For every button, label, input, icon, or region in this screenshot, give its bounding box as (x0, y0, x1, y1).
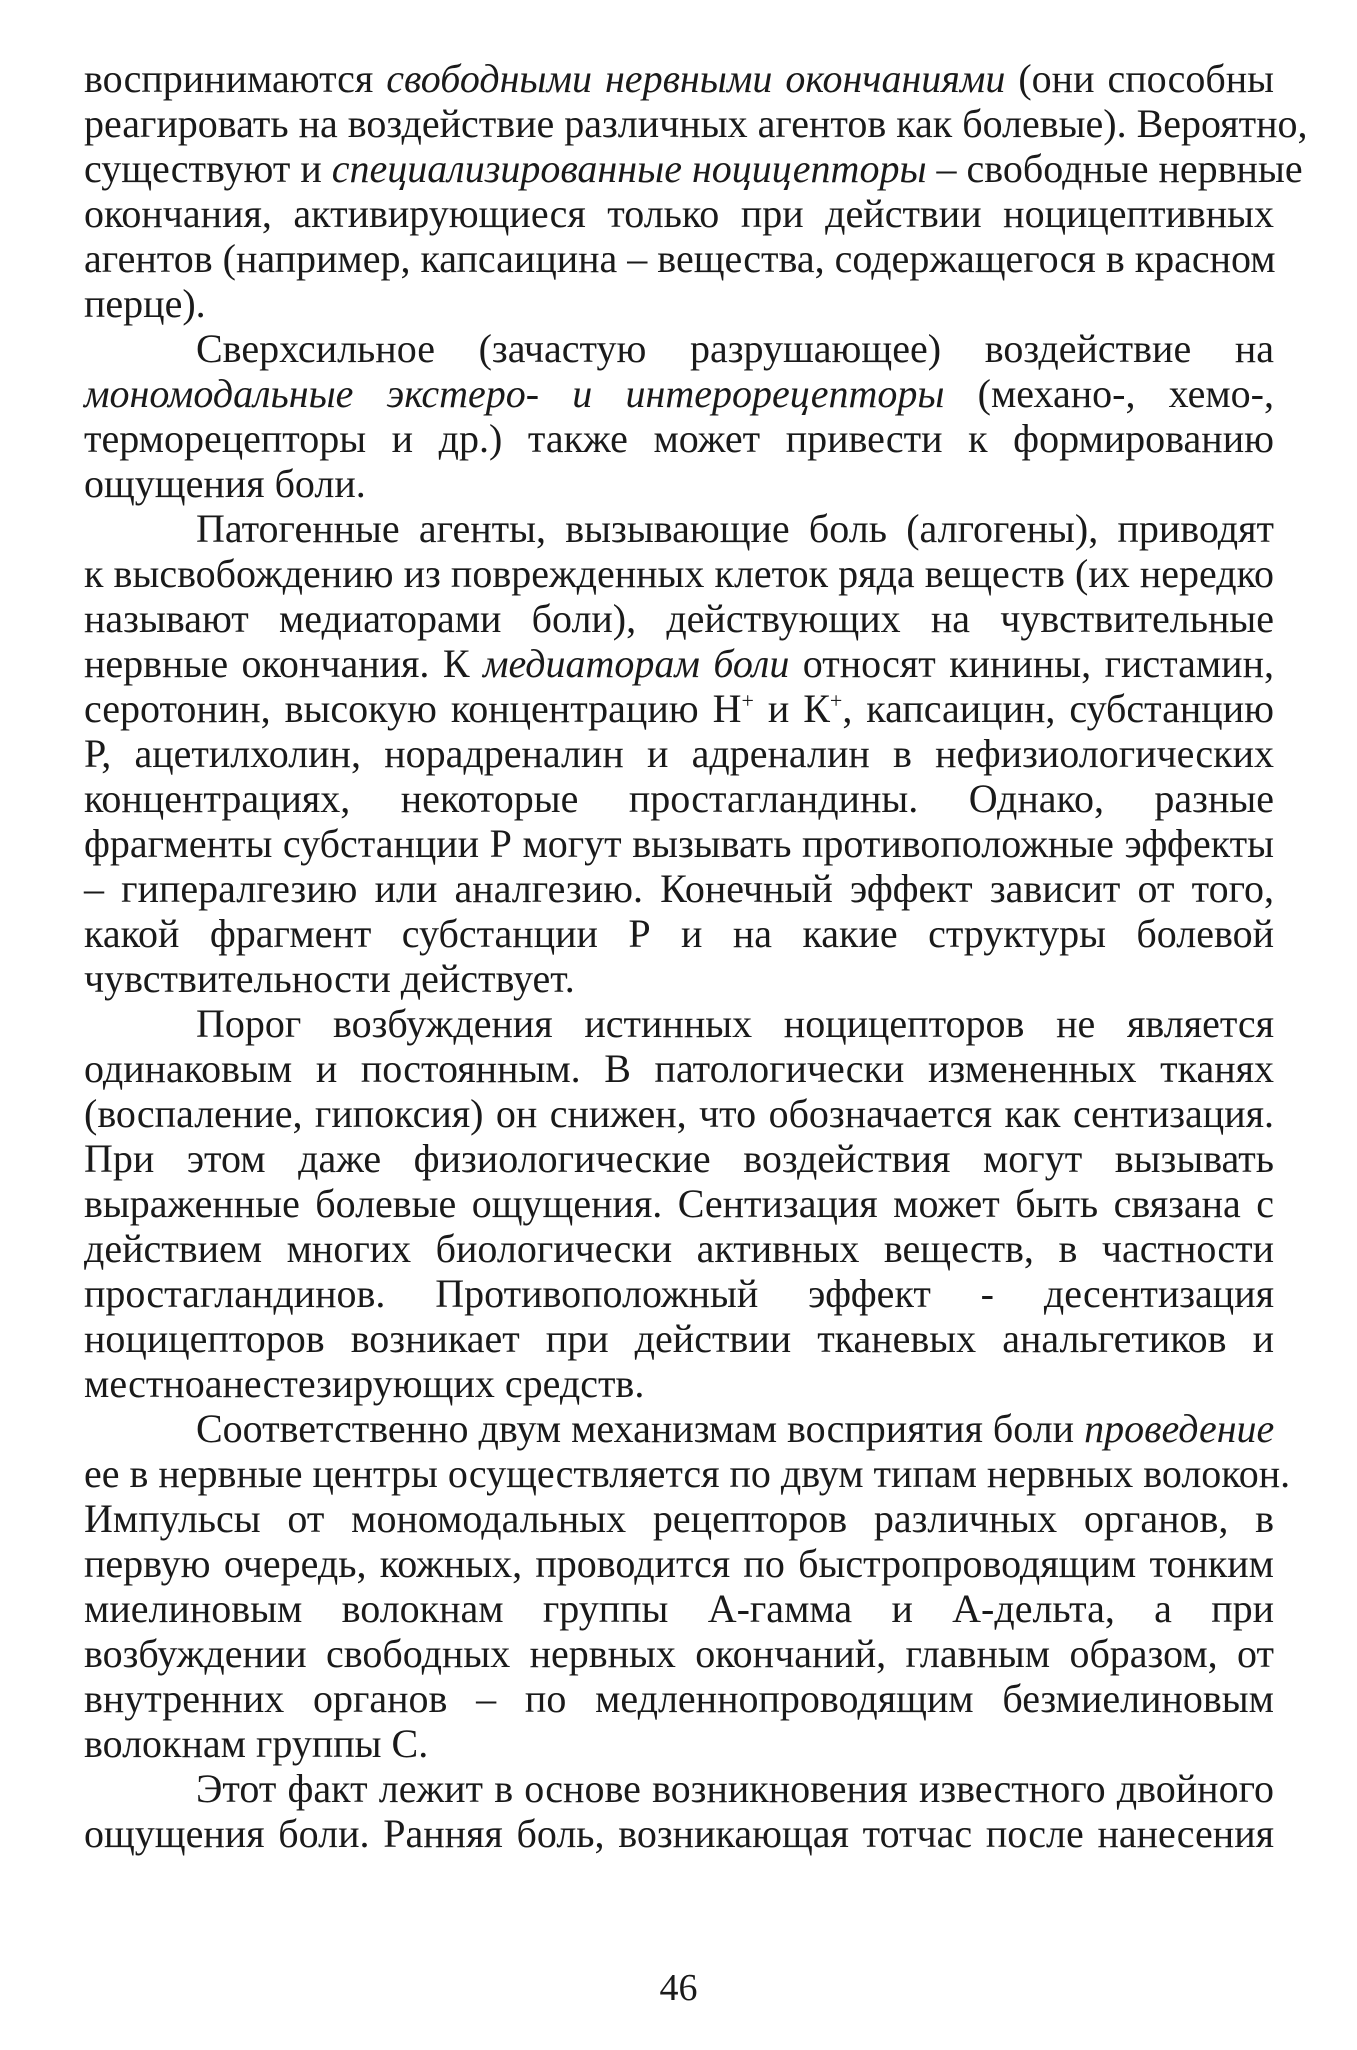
text-run: – свободные нервные (926, 146, 1303, 191)
text-run: чувствительности действует. (84, 956, 575, 1001)
page-body (84, 56, 1308, 1856)
text-run: Порог возбуждения истинных ноцицепторов не является (196, 1001, 1274, 1046)
text-line (84, 1541, 1274, 1586)
text-run: нервные окончания. К (84, 641, 483, 686)
text-line (84, 146, 1303, 191)
paragraph (84, 1406, 1291, 1766)
text-run: фрагменты субстанции Р могут вызывать противоположные эффекты (84, 821, 1274, 866)
text-run: окончания, активирующиеся только при действии ноцицептивных (84, 191, 1274, 236)
text-line (84, 776, 1274, 821)
text-run: Этот факт лежит в основе возникновения известного двойного (196, 1766, 1274, 1811)
text-line (84, 956, 1274, 1001)
text-line (84, 1586, 1274, 1631)
text-line (84, 1811, 1274, 1856)
text-line (84, 1451, 1291, 1496)
text-line (84, 596, 1274, 641)
text-run: к высвобождению из поврежденных клеток ряда веществ (их нередко (84, 551, 1274, 596)
text-run: Импульсы от мономодальных рецепторов различных органов, в (84, 1496, 1274, 1541)
italic-term: медиаторам боли (482, 641, 790, 686)
text-run: (они способны (1005, 56, 1274, 101)
superscript: + (741, 688, 754, 713)
italic-term: специализированные ноцицепторы (331, 146, 927, 191)
paragraph (84, 56, 1308, 326)
text-line (84, 281, 1274, 326)
text-run: выраженные болевые ощущения. Сентизация может быть связана с (84, 1181, 1274, 1226)
paragraph (84, 1001, 1274, 1406)
text-line (84, 1406, 1274, 1451)
text-run: Сверхсильное (зачастую разрушающее) воздействие на (196, 326, 1274, 371)
text-run: серотонин, высокую концентрацию Н (84, 686, 742, 731)
text-run: агентов (например, капсаицина – вещества, содержащегося в красном (84, 236, 1276, 281)
text-run: реагировать на воздействие различных агентов как болевые). Вероятно, (84, 101, 1308, 146)
text-run: возбуждении свободных нервных окончаний, главным образом, от (84, 1631, 1274, 1676)
text-line (84, 56, 1274, 101)
text-line (84, 686, 1274, 731)
text-line (84, 1316, 1274, 1361)
text-run: действием многих биологически активных веществ, в частности (84, 1226, 1274, 1271)
text-run: называют медиаторами боли), действующих на чувствительные (84, 596, 1274, 641)
text-line (84, 371, 1274, 416)
italic-term: мономодальные экстеро- и интерорецепторы (84, 371, 945, 416)
text-line (84, 1496, 1274, 1541)
text-run: (воспаление, гипоксия) он снижен, что обозначается как сентизация. (84, 1091, 1274, 1136)
text-line (84, 911, 1274, 956)
text-run: Р, ацетилхолин, норадреналин и адреналин в нефизиологических (84, 731, 1274, 776)
text-run: (механо-, хемо-, (944, 371, 1275, 416)
text-run: волокнам группы С. (84, 1721, 429, 1766)
text-line (84, 551, 1274, 596)
text-line (84, 1226, 1274, 1271)
text-run: одинаковым и постоянным. В патологически измененных тканях (84, 1046, 1274, 1091)
text-run: Патогенные агенты, вызывающие боль (алгогены), приводят (196, 506, 1274, 551)
text-run: ощущения боли. (84, 461, 366, 506)
text-run: воспринимаются (84, 56, 387, 101)
text-line (84, 416, 1274, 461)
text-run: простагландинов. Противоположный эффект - десентизация (84, 1271, 1274, 1316)
text-run: , капсаицин, субстанцию (842, 686, 1274, 731)
paragraph (84, 326, 1274, 506)
italic-term: проведение (1084, 1406, 1275, 1451)
text-line (84, 236, 1274, 281)
text-line (84, 101, 1308, 146)
text-run: местноанестезирующих средств. (84, 1361, 645, 1406)
text-line (84, 1001, 1274, 1046)
paragraph (84, 1766, 1274, 1856)
text-run: относят кинины, гистамин, (789, 641, 1274, 686)
text-run: ощущения боли. Ранняя боль, возникающая тотчас после нанесения (84, 1811, 1274, 1856)
text-line (84, 1091, 1274, 1136)
text-line (84, 1631, 1274, 1676)
text-line (84, 1136, 1274, 1181)
text-line (84, 1361, 1274, 1406)
text-run: первую очередь, кожных, проводится по быстропроводящим тонким (84, 1541, 1274, 1586)
text-line (84, 1271, 1274, 1316)
text-line (84, 821, 1274, 866)
text-run: и К (753, 686, 830, 731)
text-line (84, 191, 1274, 236)
text-run: – гипералгезию или аналгезию. Конечный эффект зависит от того, (84, 866, 1274, 911)
text-line (84, 641, 1274, 686)
text-line (84, 1676, 1274, 1721)
text-line (84, 1766, 1274, 1811)
text-line (84, 731, 1274, 776)
superscript: + (829, 688, 843, 713)
paragraph (84, 506, 1274, 1001)
text-line (84, 1721, 1274, 1766)
text-run: внутренних органов – по медленнопроводящим безмиелиновым (84, 1676, 1274, 1721)
text-run: миелиновым волокнам группы А-гамма и А-дельта, а при (84, 1586, 1274, 1631)
text-run: ноцицепторов возникает при действии тканевых анальгетиков и (84, 1316, 1274, 1361)
text-run: какой фрагмент субстанции Р и на какие структуры болевой (84, 911, 1274, 956)
text-run: концентрациях, некоторые простагландины. Однако, разные (84, 776, 1274, 821)
text-run: перце). (84, 281, 206, 326)
text-run: ее в нервные центры осуществляется по двум типам нервных волокон. (84, 1451, 1291, 1496)
text-line (84, 1181, 1274, 1226)
page-number: 46 (659, 1967, 698, 2009)
text-line (84, 506, 1274, 551)
text-run: существуют и (84, 146, 332, 191)
text-run: терморецепторы и др.) также может привести к формированию (84, 416, 1274, 461)
text-line (84, 461, 1274, 506)
italic-term: свободными нервными окончаниями (386, 56, 1006, 101)
text-run: Соответственно двум механизмам восприятия боли (196, 1406, 1085, 1451)
text-run: При этом даже физиологические воздействия могут вызывать (84, 1136, 1274, 1181)
text-line (84, 326, 1274, 371)
text-line (84, 1046, 1274, 1091)
text-line (84, 866, 1274, 911)
